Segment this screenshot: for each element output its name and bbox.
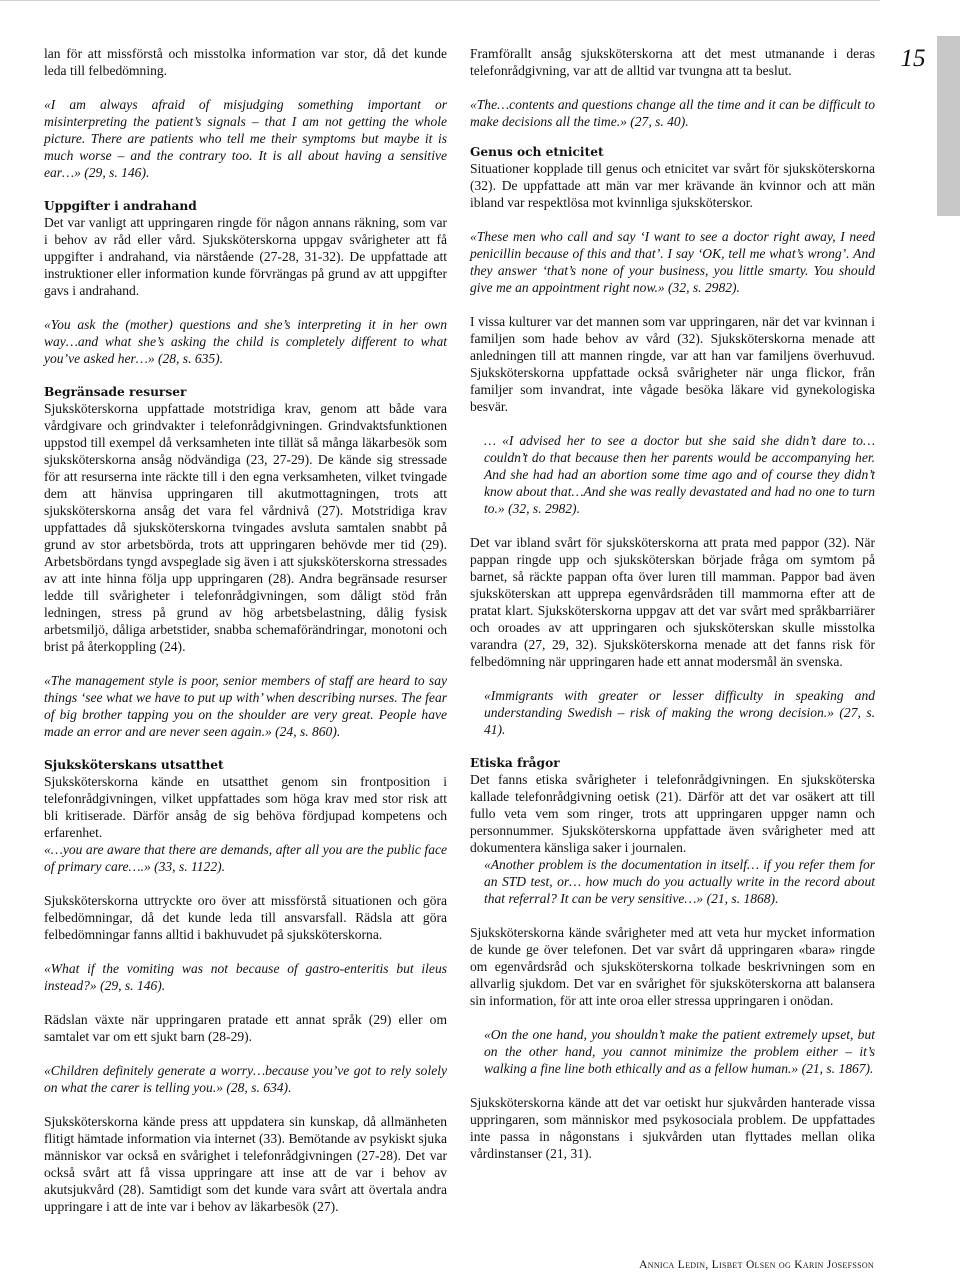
quote: «On the one hand, you shouldn’t make the patient extremely upset, but on the other hand, you cannot minimize the problem either – it’s walking a fine line both ethically and as a fellow human.» (21, s. 1867). bbox=[484, 1027, 875, 1076]
paragraph: Situationer kopplade till genus och etnicitet var svårt för sjuksköterskorna (32). De uppfattade att män var mer krävande än kvinnor och att män ibland var respektlösa mot kvinnliga sjuksköterskor. bbox=[470, 161, 875, 210]
quote: «The management style is poor, senior members of staff are heard to say things ‘see what we have to put up with’ when describing nurses. The fear of big brother tapping you on the shoulder are very great. People have made an error and are never seen again.» (24, s. 860). bbox=[44, 673, 447, 739]
section-heading: Genus och etnicitet bbox=[470, 145, 604, 159]
quote: «Children definitely generate a worry…because you’ve got to rely solely on what the carer is telling you.» (28, s. 634). bbox=[44, 1063, 447, 1095]
paragraph: Sjuksköterskorna uppfattade motstridiga krav, genom att både vara vårdgivare och grindvakter i telefonrådgivningen. Grindvaktsfunktionen uppstod till exempel då verksamheten inte tillät så många läkarbesök som sjuksköterskorna ansåg nödvändiga (23, 27-29). De kände sig stressade för att resurserna inte räckte till i den egna verksamheten, vilket tvingade dem att hänvisa uppringaren till akutmottagningen, trots att sjuksköterskorna ansåg det vara fel vårdnivå (27). Motstridiga krav uppfattades då sjuksköterskorna tvingades avsluta samtalen snabbt på grund av stor arbetsbörda, trots att uppringaren behövde mer tid (29). Arbetsbördans tyngd avspeglade sig även i att sjuksköterskorna stressades av att inte hinna följa upp uppringaren (28). Andra begränsade resurser ledde till svårigheter i telefonrådgivningen, som dåligt stöd från ledningen, stress på grund av hög arbetsbelastning, dålig fysisk arbetsmiljö, dåliga arbetstider, snabba schemaförändringar, monotoni och brist på återkoppling (24). bbox=[44, 401, 447, 654]
quote: «What if the vomiting was not because of gastro-enteritis but ileus instead?» (29, s. 146). bbox=[44, 961, 447, 993]
paragraph: Det var vanligt att uppringaren ringde för någon annans räkning, som var i behov av råd eller vård. Sjuksköterskorna uppgav svårigheter att få uppgifter i andrahand, via närstående (27-28, 31-32). De uppfattade att instruktioner eller information kunde förvrängas på grund av att uppgifter gavs i andrahand. bbox=[44, 215, 447, 298]
paragraph: lan för att missförstå och misstolka information var stor, då det kunde leda till felbedömning. bbox=[44, 46, 447, 78]
section-heading: Etiska frågor bbox=[470, 756, 560, 770]
page-edge-tab bbox=[937, 36, 960, 216]
footer-authors: Annica Ledin, Lisbet Olsen og Karin Josefsson bbox=[639, 1259, 874, 1271]
top-rule bbox=[0, 0, 880, 1]
section-heading: Uppgifter i andrahand bbox=[44, 199, 197, 213]
paragraph: Sjuksköterskorna uttryckte oro över att missförstå situationen och göra felbedömningar, då det kunde leda till ansvarsfall. Rädsla att göra felbedömningar fanns alltid i bakhuvudet på sjuksköterskorna. bbox=[44, 893, 447, 942]
left-column bbox=[44, 45, 447, 1215]
paragraph: Sjuksköterskorna kände press att uppdatera sin kunskap, då allmänheten flitigt hämtade information via internet (33). Bemötande av psykiskt sjuka människor var också en svårighet i telefonrådgivningen (27-28). Det var också svårt att få vissa uppringare att inse att de var i behov av akutsjukvård (28). Samtidigt som det kunde vara svårt att övertala andra uppringare i att de inte var i behov av läkarbesök (27). bbox=[44, 1114, 447, 1214]
section-heading: Sjuksköterskans utsatthet bbox=[44, 758, 224, 772]
page-number: 15 bbox=[900, 45, 926, 72]
quote: … «I advised her to see a doctor but she said she didn’t dare to…couldn’t do that because then her parents would be accompanying her. And she had had an abortion some time ago and of course they didn’t know about that…And she was really devastated and had no one to turn to.» (32, s. 2982). bbox=[484, 433, 875, 516]
quote: «I am always afraid of misjudging something important or misinterpreting the patient’s signals – that I am not getting the whole picture. There are patients who tell me their symptoms but maybe it is much worse – and the contrary too. It is all about having a sensitive ear…» (29, s. 146). bbox=[44, 97, 447, 180]
paragraph: Sjuksköterskorna kände svårigheter med att veta hur mycket information de kunde ge över telefonen. Det var svårt då uppringaren «bara» ringde om egenvårdsråd och sjuksköterskorna tolkade beskrivningen som en allvarlig sjukdom. Det var en svårighet för sjuksköterskorna att balansera sin information, för att inte oroa eller stressa uppringaren i onödan. bbox=[470, 925, 875, 1008]
quote: «You ask the (mother) questions and she’s interpreting it in her own way…and what she’s asking the child is completely different to what you’ve asked her…» (28, s. 635). bbox=[44, 317, 447, 366]
paragraph: Framförallt ansåg sjuksköterskorna att det mest utmanande i deras telefonrådgivning, var att de alltid var tvungna att ta beslut. bbox=[470, 46, 875, 78]
quote: «Another problem is the documentation in itself… if you refer them for an STD test, or… how much do you actually write in the record about that referral? It can be very sensitive…» (21, s. 1868). bbox=[484, 857, 875, 906]
right-column bbox=[470, 45, 875, 1162]
quote: «…you are aware that there are demands, after all you are the public face of primary care….» (33, s. 1122). bbox=[44, 842, 447, 874]
quote: «Immigrants with greater or lesser difficulty in speaking and understanding Swedish – risk of making the wrong decision.» (27, s. 41). bbox=[484, 688, 875, 737]
quote: «The…contents and questions change all the time and it can be difficult to make decisions all the time.» (27, s. 40). bbox=[470, 97, 875, 129]
paragraph: Det fanns etiska svårigheter i telefonrådgivningen. En sjuksköterska kallade telefonrådgivning oetisk (21). Därför att det var osäkert att till fullo veta vem som ringer, trots att uppringaren uppger namn och personnummer. Sjuksköterskorna uppfattade även svårigheter med att dokumentera känsliga saker i journalen. bbox=[470, 772, 875, 855]
paragraph: Det var ibland svårt för sjuksköterskorna att prata med pappor (32). När pappan ringde upp och sjuksköterskan började fråga om symtom på barnet, så räckte pappan ofta över luren till mamman. Pappor bad även sjuksköterskan att upprepa egenvårdsråden till mammorna efter att de pratat klart. Sjuksköterskorna uppgav att det var svårt med språkbarriärer och oroades av att uppringaren och sjuksköterskan skulle misstolka varandra (27, 29, 32). Sjuksköterskorna menade att det fanns risk för felbedömning när uppringaren hade ett annat modersmål än svenska. bbox=[470, 535, 875, 669]
paragraph: Rädslan växte när uppringaren pratade ett annat språk (29) eller om samtalet var om ett sjukt barn (28-29). bbox=[44, 1012, 447, 1044]
paragraph: Sjuksköterskorna kände att det var oetiskt hur sjukvården hanterade vissa uppringaren, som människor med psykosociala problem. De uppfattades inte passa in någonstans i sjukvården utan flyttades mellan olika vårdinstanser (21, 31). bbox=[470, 1095, 875, 1161]
paragraph: I vissa kulturer var det mannen som var uppringaren, när det var kvinnan i familjen som hade behov av vård (32). Sjuksköterskorna menade att anledningen till att mannen ringde, var att han var familjens överhuvud. Sjuksköterskorna uppfattade också svårigheter när unga flickor, från familjer som invandrat, inte vågade besöka läkare vid gynekologiska besvär. bbox=[470, 314, 875, 414]
quote: «These men who call and say ‘I want to see a doctor right away, I need penicillin because of this and that’. I say ‘OK, tell me what’s wrong’. And they answer ‘that’s none of your business, you little smarty. You should give me an appointment right now.» (32, s. 2982). bbox=[470, 229, 875, 295]
section-heading: Begränsade resurser bbox=[44, 385, 187, 399]
paragraph: Sjuksköterskorna kände en utsatthet genom sin frontposition i telefonrådgivningen, vilket uppfattades som höga krav med stor risk att bli kritiserade. Därför ansåg de sig behöva fördjupad kompetens och erfarenhet. bbox=[44, 774, 447, 840]
